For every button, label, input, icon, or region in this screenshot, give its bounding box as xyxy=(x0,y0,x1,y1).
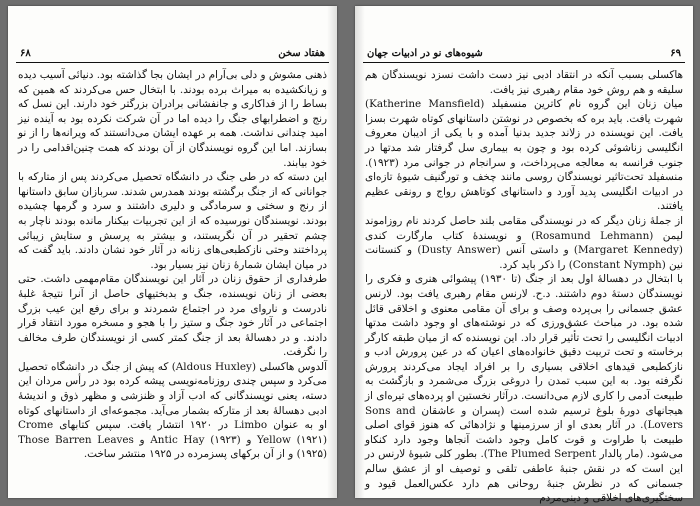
right-paragraph-3: از جملهٔ زنان دیگر که در نویسندگی مقامی بلند حاصل کردند نام روزاموند لیمن (Rosamund Lehmann) و نویسندهٔ کتاب مارگارت کندی (Margaret Kennedy) و داستی آنس (Dusty Answer) و کنستانت نین (Constant Nymph) را ذکر باید کرد. xyxy=(365,214,683,271)
right-paragraph-4: با ابتخال در دهسالهٔ اول بعد از جنگ (تا ۱۹۳۰) پیشوائی هنری و فکری را نویسندگان دستهٔ دوم داشتند. د.ح. لارنس مقام رهبری یافت بود. لارنس عشق جسمانی را بی‌پرده وصف و برای آن مقامی معنوی و اخلاقی قائل شده بود. در مباحث عشق‌ورزی که در نوشته‌های او وجود داشت مدتها ادبیات انگلیسی را تحت تأثیر قرار داد. این نویسنده که از میان طبقه کارگر برخاسته و تحت تربیت دقیق خانواده‌های اعیان که در عین پرورش ادب و نازکطبعی قیدهای اخلاقی بسیاری را بر افراد ایجاد می‌کردند پرورش نگرفته بود. به این سبب تمدن را دروغی بزرگ می‌شمرد و بازگشت به طبیعت آدمی را کاری لازم می‌دانست. درآثار نخستین او پرده‌های تیره‌ای از هیجانهای دورهٔ بلوغ ترسیم شده است (پسران و عاشقان Sons and Lovers). در آثار بعدی او از سرزمینها و نژادهائی که هنوز قوای اصلی طبیعت با طراوت و قوت کامل وجود داشت آنجاها وجود دارد کنکاو می‌شود. (مار پالدار The Plumed Serpent). بطور کلی شیوهٔ لارنس در این است که در نقش جنبهٔ عاطفی تلقی و توصیف او از عشق سالم جسمانی که در نظرش جنبهٔ روحانی هم دارد عکس‌العمل قیود و سختگیری‌های اخلاقی و دینی‌مردم xyxy=(365,273,684,505)
left-page xyxy=(8,6,337,498)
left-paragraph-1: ذهنی مشوش و دلی بی‌آرام در ایشان بجا گذاشته بود. دنیائی آسیب دیده و زیانکشیده به میراث برده بودند. با ابتخال حس می‌کردند که همین که بساط را از فداکاری و جانفشانی برادران بزرگتر خود دارند. این نسل که رنج و اضطرابهای جنگ را دیده اما در آن شرکت نکرده بود به آینده نیز امید چندانی نداشت. همه بر عهده ایشان می‌دانستند که ویرانه‌ها را از نو بسازند. اما این گروه نویسندگان از آن بودند که همت چنین‌اقدامی را در خود بیابند. xyxy=(18,69,327,169)
right-page xyxy=(355,6,693,505)
right-running-head: شیوه‌های نو در ادبیات جهان xyxy=(367,48,483,59)
left-page-header xyxy=(16,48,329,63)
left-page-body xyxy=(18,68,327,492)
right-gutter-shadow xyxy=(355,6,365,498)
right-paragraph-2: میان زنان این گروه نام کاترین منسفیلد (Katherine Mansfield) شهرت یافت. باید بره که بخصوص در نوشتن داستانهای کوتاه شهرت بسزا یافت. این نویسنده در زلاند جدید بدنیا آمده و با یکی از ادیبان معروف انگلیسی زناشوئی کرده بود و چون به بیماری سل گرفتار شد مدتها در جنوب فرانسه به معالجه می‌پرداخت، و سرانجام در جوانی مرد (۱۹۲۳). منسفیلد تحت‌تاثیر نویسندگان روسی مانند چخف و تورگنیف شیوهٔ تازه‌ای در ادبیات انگلیسی پدید آورد و داستانهای کوتاهش رواج و رونقی عظیم یافتند. xyxy=(365,98,683,213)
left-gutter-shadow xyxy=(327,6,337,498)
right-page-number: ۶۹ xyxy=(670,48,681,59)
left-page-number: ۶۸ xyxy=(20,48,31,59)
right-page-header xyxy=(363,48,685,63)
left-paragraph-3: طرفداری از حقوق زنان در آثار این نویسندگان مقام‌مهمی داشت. حتی بعضی از زنان نویسنده، جنگ و بدبختیهای حاصل از آنرا نتیجهٔ غلبهٔ نادرست و ناروای مرد در اجتماع شمردند و برای رفع این عیب بزرگ اجتماعی در آثار خود جنگ و ستیز را با هجو و مسخره مورد انتقاد قرار دادند. و در دهسالهٔ بعد از جنگ کمتر کسی از نویسندگان طرف مخالف را نگرفت. xyxy=(18,273,327,359)
right-paragraph-1: هاکسلی بسبب آنکه در انتقاد ادبی نیز دست داشت نسزد نویسندگان هم سلیقه و هم روش خود مقام رهبری نیز یافت. xyxy=(365,69,683,96)
left-paragraph-2: این دسته که در طی جنگ در دانشگاه تحصیل می‌کردند پس از متارکه با جوانانی که از جنگ برگشته بودند همدرس شدند. سربازان سابق داستانها از رنج و سختی و سرمادگی و دلیری داشتند و سرد و گرمها چشیده بودند. نویسندگان نورسیده که از این تجربیات بیکنار مانده بودند ناچار به چشم تحقیر در آن نگریستند، و بیشتر به پرسش و ستایش زیبائی پرداختند وحتی نازکطبعی‌های زنانه در آثار خود نشان دادند. باید گفت که در میان ایشان شمارهٔ زنان نیز بسیار بود. xyxy=(18,171,327,271)
right-page-body xyxy=(365,68,684,505)
left-running-head: هفتاد سخن xyxy=(278,48,325,59)
left-paragraph-4: آلدوس هاکسلی (Aldous Huxley) که پیش از جنگ در دانشگاه تحصیل می‌کرد و سپس چندی روزنامه‌نویسی پیشه کرده بود در رأس مردان این دسته، یعنی نویسندگانی که ادب آزاد و ظنزشی و مظهر ذوق و اندیشهٔ ادبی دهسالهٔ بعد از متارکه بشمار می‌آید. مجموعه‌ای از داستانهای کوتاه او به عنوان Limbo در ۱۹۲۰ انتشار یافت. سپس کتابهای Crome Yellow (۱۹۲۱) و Antic Hay (۱۹۲۳) و Those Barren Leaves (۱۹۲۵) و از آن برکهای پسزمرده در ۱۹۲۵ منتشر ساخت. xyxy=(18,360,328,461)
